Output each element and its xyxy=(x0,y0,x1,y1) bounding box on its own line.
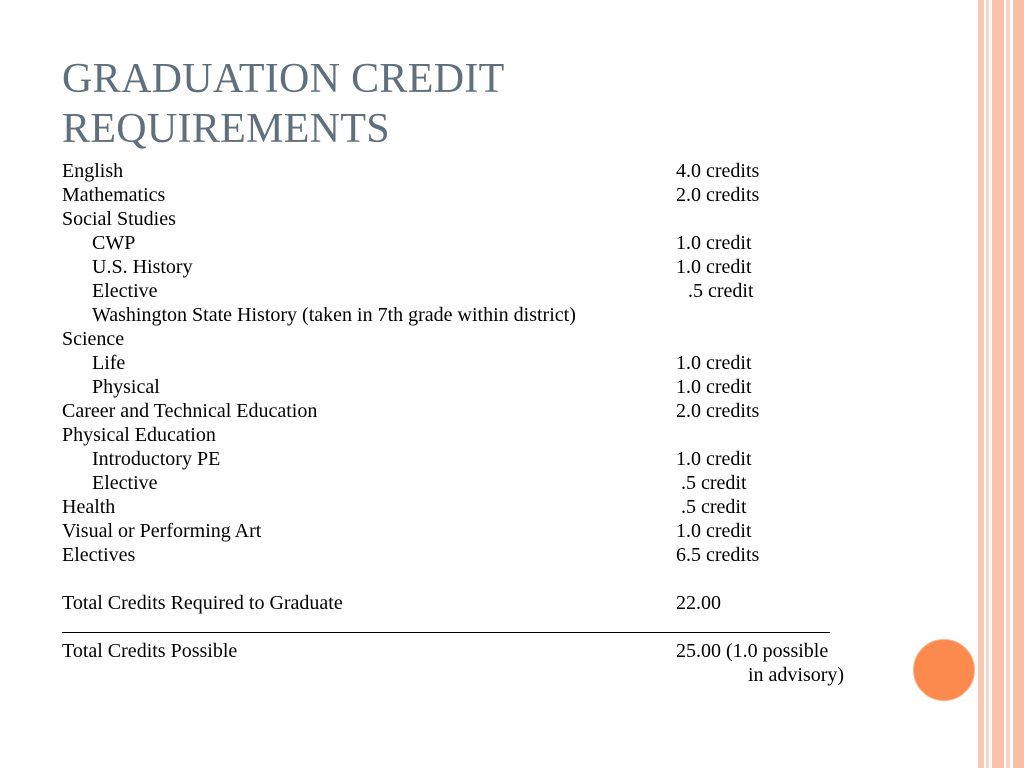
total-value-continued: in advisory) xyxy=(748,664,845,686)
credit-label: Career and Technical Education xyxy=(62,400,318,422)
credit-value: 6.5 credits xyxy=(676,544,760,566)
blank-line xyxy=(62,567,902,591)
stripe xyxy=(992,0,1004,768)
total-label: Total Credits Possible xyxy=(62,640,238,662)
credit-value: .5 credit xyxy=(681,472,747,494)
credit-row-pe xyxy=(62,423,902,447)
stripe xyxy=(978,0,984,768)
credit-label: Electives xyxy=(62,544,136,566)
credit-row-cwp xyxy=(62,231,902,255)
stripe xyxy=(1013,0,1024,768)
credit-value: .5 credit xyxy=(681,496,747,518)
title-line-2: REQUIREMENTS xyxy=(62,106,390,152)
credit-value: 1.0 credit xyxy=(676,520,752,542)
credit-label: Elective xyxy=(92,472,158,494)
total-value: 22.00 xyxy=(676,592,721,614)
credit-row-wa-history xyxy=(62,303,902,327)
credit-row-electives xyxy=(62,543,902,567)
credit-label: Washington State History (taken in 7th grade within district) xyxy=(92,304,576,326)
credit-label: Mathematics xyxy=(62,184,166,206)
credit-row-mathematics xyxy=(62,183,902,207)
total-required-row xyxy=(62,591,902,615)
credit-value: 2.0 credits xyxy=(676,400,760,422)
divider xyxy=(62,632,830,633)
credit-row-pe-elective xyxy=(62,471,902,495)
credit-label: Introductory PE xyxy=(92,448,221,470)
stripe xyxy=(986,0,989,768)
credit-label: Health xyxy=(62,496,116,518)
divider-line xyxy=(62,615,902,639)
title-line-1: GRADUATION CREDIT xyxy=(62,56,505,102)
total-label: Total Credits Required to Graduate xyxy=(62,592,343,614)
credit-label: Life xyxy=(92,352,126,374)
total-value: 25.00 (1.0 possible xyxy=(676,640,829,662)
slide-title xyxy=(62,54,702,154)
credit-row-science xyxy=(62,327,902,351)
credit-value: 4.0 credits xyxy=(676,160,760,182)
credit-row-intro-pe xyxy=(62,447,902,471)
total-possible-row-continued xyxy=(62,663,902,687)
total-possible-row xyxy=(62,639,902,663)
credit-row-english xyxy=(62,159,902,183)
credit-row-life xyxy=(62,351,902,375)
credit-label: Physical xyxy=(92,376,160,398)
credit-row-social-studies xyxy=(62,207,902,231)
credit-value: 1.0 credit xyxy=(676,232,752,254)
credit-label: Physical Education xyxy=(62,424,216,446)
credit-value: 1.0 credit xyxy=(676,352,752,374)
credit-label: Elective xyxy=(92,280,158,302)
decorative-orange-circle xyxy=(913,639,975,701)
credit-list xyxy=(62,159,902,687)
credit-row-us-history xyxy=(62,255,902,279)
credit-label: English xyxy=(62,160,124,182)
stripe xyxy=(1006,0,1010,768)
credit-row-health xyxy=(62,495,902,519)
credit-label: U.S. History xyxy=(92,256,193,278)
credit-label: Social Studies xyxy=(62,208,176,230)
credit-value: 1.0 credit xyxy=(676,448,752,470)
credit-row-physical xyxy=(62,375,902,399)
credit-label: CWP xyxy=(92,232,136,254)
credit-value: 2.0 credits xyxy=(676,184,760,206)
credit-value: 1.0 credit xyxy=(676,256,752,278)
credit-label: Visual or Performing Art xyxy=(62,520,262,542)
credit-row-art xyxy=(62,519,902,543)
credit-value: .5 credit xyxy=(688,280,754,302)
credit-row-ss-elective xyxy=(62,279,902,303)
credit-row-cte xyxy=(62,399,902,423)
decorative-stripes xyxy=(978,0,1024,768)
credit-value: 1.0 credit xyxy=(676,376,752,398)
credit-label: Science xyxy=(62,328,125,350)
